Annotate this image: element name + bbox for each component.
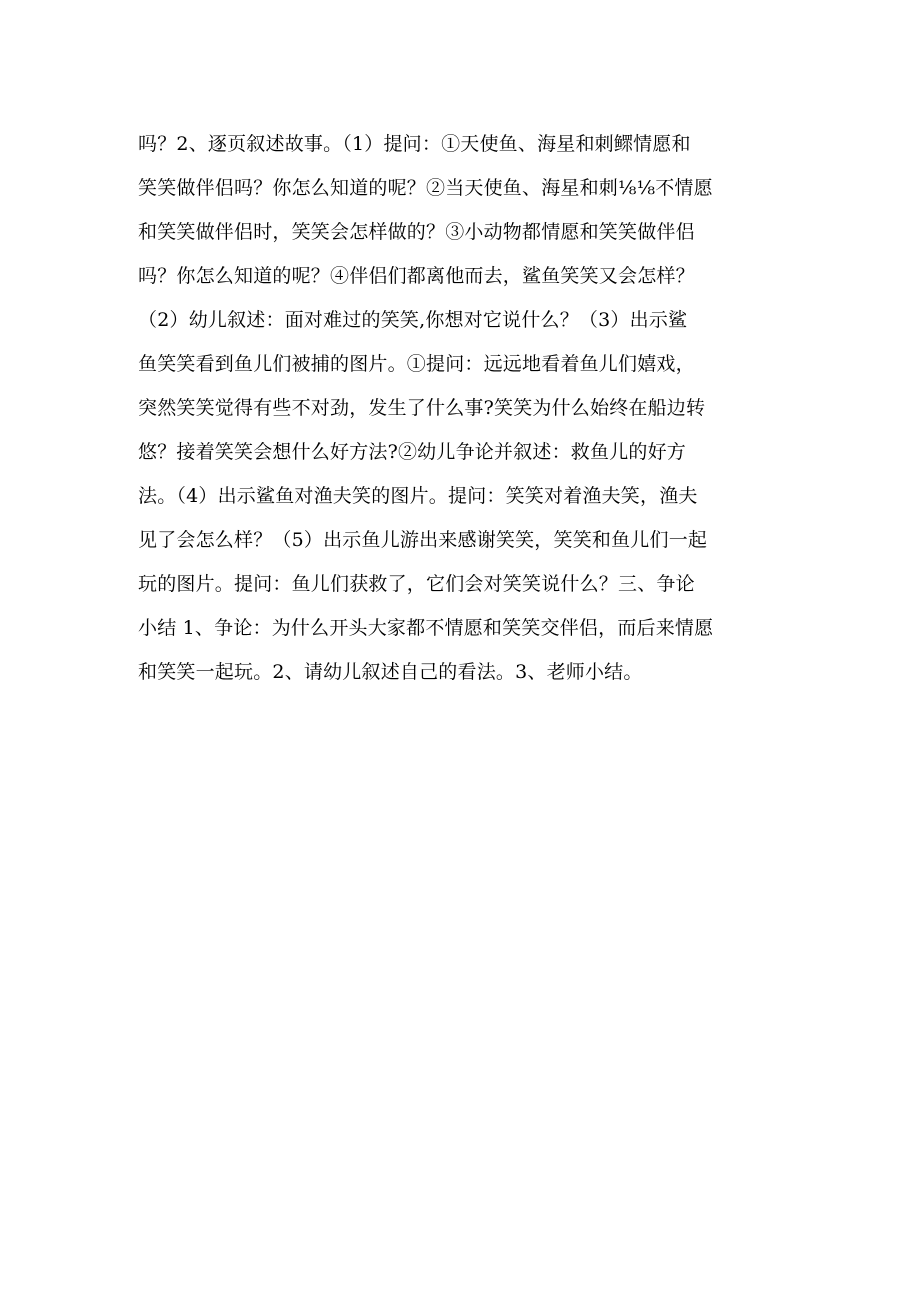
text-line: 玩的图片。提问：鱼儿们获救了，它们会对笑笑说什么？三、争论 (138, 573, 695, 595)
text-line: 和笑笑做伴侣时，笑笑会怎样做的？③小动物都情愿和笑笑做伴侣 (138, 221, 695, 243)
text-line: 鱼笑笑看到鱼儿们被捕的图片。①提问：远远地看着鱼儿们嬉戏， (138, 353, 695, 375)
text-line: 小结 1、争论：为什么开头大家都不情愿和笑笑交伴侣，而后来情愿 (138, 617, 714, 639)
text-line: （2）幼儿叙述：面对难过的笑笑,你想对它说什么？（3）出示鲨 (138, 309, 688, 331)
text-line: 和笑笑一起玩。2、请幼儿叙述自己的看法。3、老师小结。 (138, 661, 643, 683)
text-line: 悠？接着笑笑会想什么好方法?②幼儿争论并叙述：救鱼儿的好方 (138, 441, 686, 463)
text-line: 见了会怎么样？（5）出示鱼儿游出来感谢笑笑，笑笑和鱼儿们一起 (138, 529, 708, 551)
text-line: 吗？你怎么知道的呢？④伴侣们都离他而去，鲨鱼笑笑又会怎样？ (138, 265, 695, 287)
text-line: 笑笑做伴侣吗？你怎么知道的呢？②当天使鱼、海星和刺⅛⅛不情愿 (138, 177, 713, 199)
text-line: 法。（4）出示鲨鱼对渔夫笑的图片。提问：笑笑对着渔夫笑，渔夫 (138, 485, 698, 507)
text-line: 突然笑笑觉得有些不对劲，发生了什么事?笑笑为什么始终在船边转 (138, 397, 706, 419)
body-text (138, 122, 788, 694)
text-line: 吗？2、逐页叙述故事。（1）提问：①天使鱼、海星和刺鳏情愿和 (138, 133, 691, 155)
